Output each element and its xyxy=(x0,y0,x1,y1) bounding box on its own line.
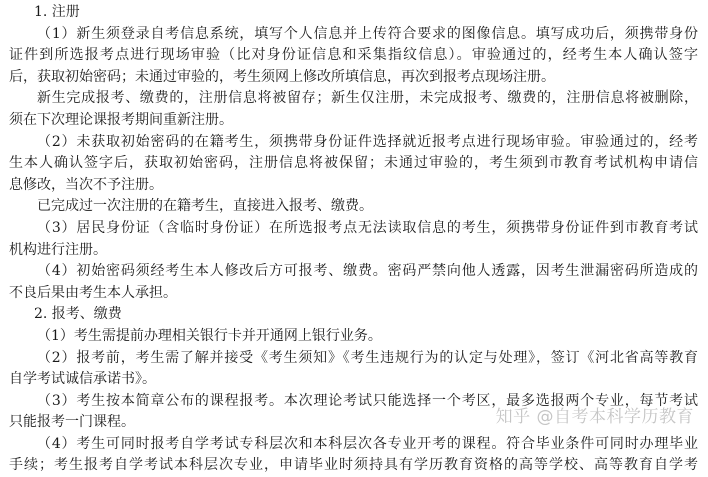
paragraph-line: 证件到所选报考点进行现场审验（比对身份证信息和采集指纹信息）。审验通过的，经考生本人确认签字 xyxy=(9,47,698,64)
paragraph-line: （4）考生可同时报考自学考试专科层次和本科层次各专业开考的课程。符合毕业条件可同时办理毕业 xyxy=(37,435,698,452)
section-heading-registration: 1. 注册 xyxy=(34,4,80,20)
paragraph-line: 只能报考一门课程。 xyxy=(9,414,135,431)
paragraph-line: （2）未获取初始密码的在籍考生，须携带身份证件选择就近报考点进行现场审验。审验通过的，经考 xyxy=(37,133,698,150)
paragraph-line: 后，获取初始密码；未通过审验的，考生须网上修改所填信息，再次到报考点现场注册。 xyxy=(9,68,555,85)
paragraph-line: 须在下次理论课报考期间重新注册。 xyxy=(9,111,233,128)
paragraph-line: （3）居民身份证（含临时身份证）在所选报考点无法读取信息的考生，须携带身份证件到市教育考试 xyxy=(37,219,698,236)
section-heading-apply-pay: 2. 报考、缴费 xyxy=(34,306,122,323)
paragraph-line: 新生完成报考、缴费的，注册信息将被留存；新生仅注册，未完成报考、缴费的，注册信息将被删除， xyxy=(37,90,698,107)
paragraph-line: 机构进行注册。 xyxy=(9,241,107,258)
paragraph-line: （4）初始密码须经考生本人修改后方可报考、缴费。密码严禁向他人透露，因考生泄漏密码所造成的 xyxy=(37,263,698,280)
zhihu-watermark: 知乎 @自考本科学历教育 xyxy=(495,407,694,427)
paragraph-line: （2）报考前，考生需了解并接受《考生须知》《考生违规行为的认定与处理》，签订《河北省高等教育 xyxy=(37,349,698,366)
paragraph-line: 不良后果由考生本人承担。 xyxy=(9,284,177,301)
paragraph-line: （1）考生需提前办理相关银行卡并开通网上银行业务。 xyxy=(37,327,382,344)
paragraph-line: 息修改，当次不予注册。 xyxy=(9,176,163,193)
paragraph-line: （3）考生按本简章公布的课程报考。本次理论考试只能选择一个考区，最多选报两个专业，每节考试 xyxy=(37,392,698,409)
paragraph-line: （1）新生须登录自考信息系统，填写个人信息并上传符合要求的图像信息。填写成功后，须携带身份 xyxy=(37,25,698,42)
paragraph-line: 已完成过一次注册的在籍考生，直接进入报考、缴费。 xyxy=(37,198,373,215)
paragraph-line: 自学考试诚信承诺书》。 xyxy=(9,371,156,388)
paragraph-line: 生本人确认签字后，获取初始密码，注册信息将被保留；未通过审验的，考生须到市教育考试机构申请信 xyxy=(9,155,698,172)
paragraph-line: 手续；考生报考自学考试本科层次专业，申请毕业时须持具有学历教育资格的高等学校、高等教育自学考 xyxy=(9,457,698,474)
